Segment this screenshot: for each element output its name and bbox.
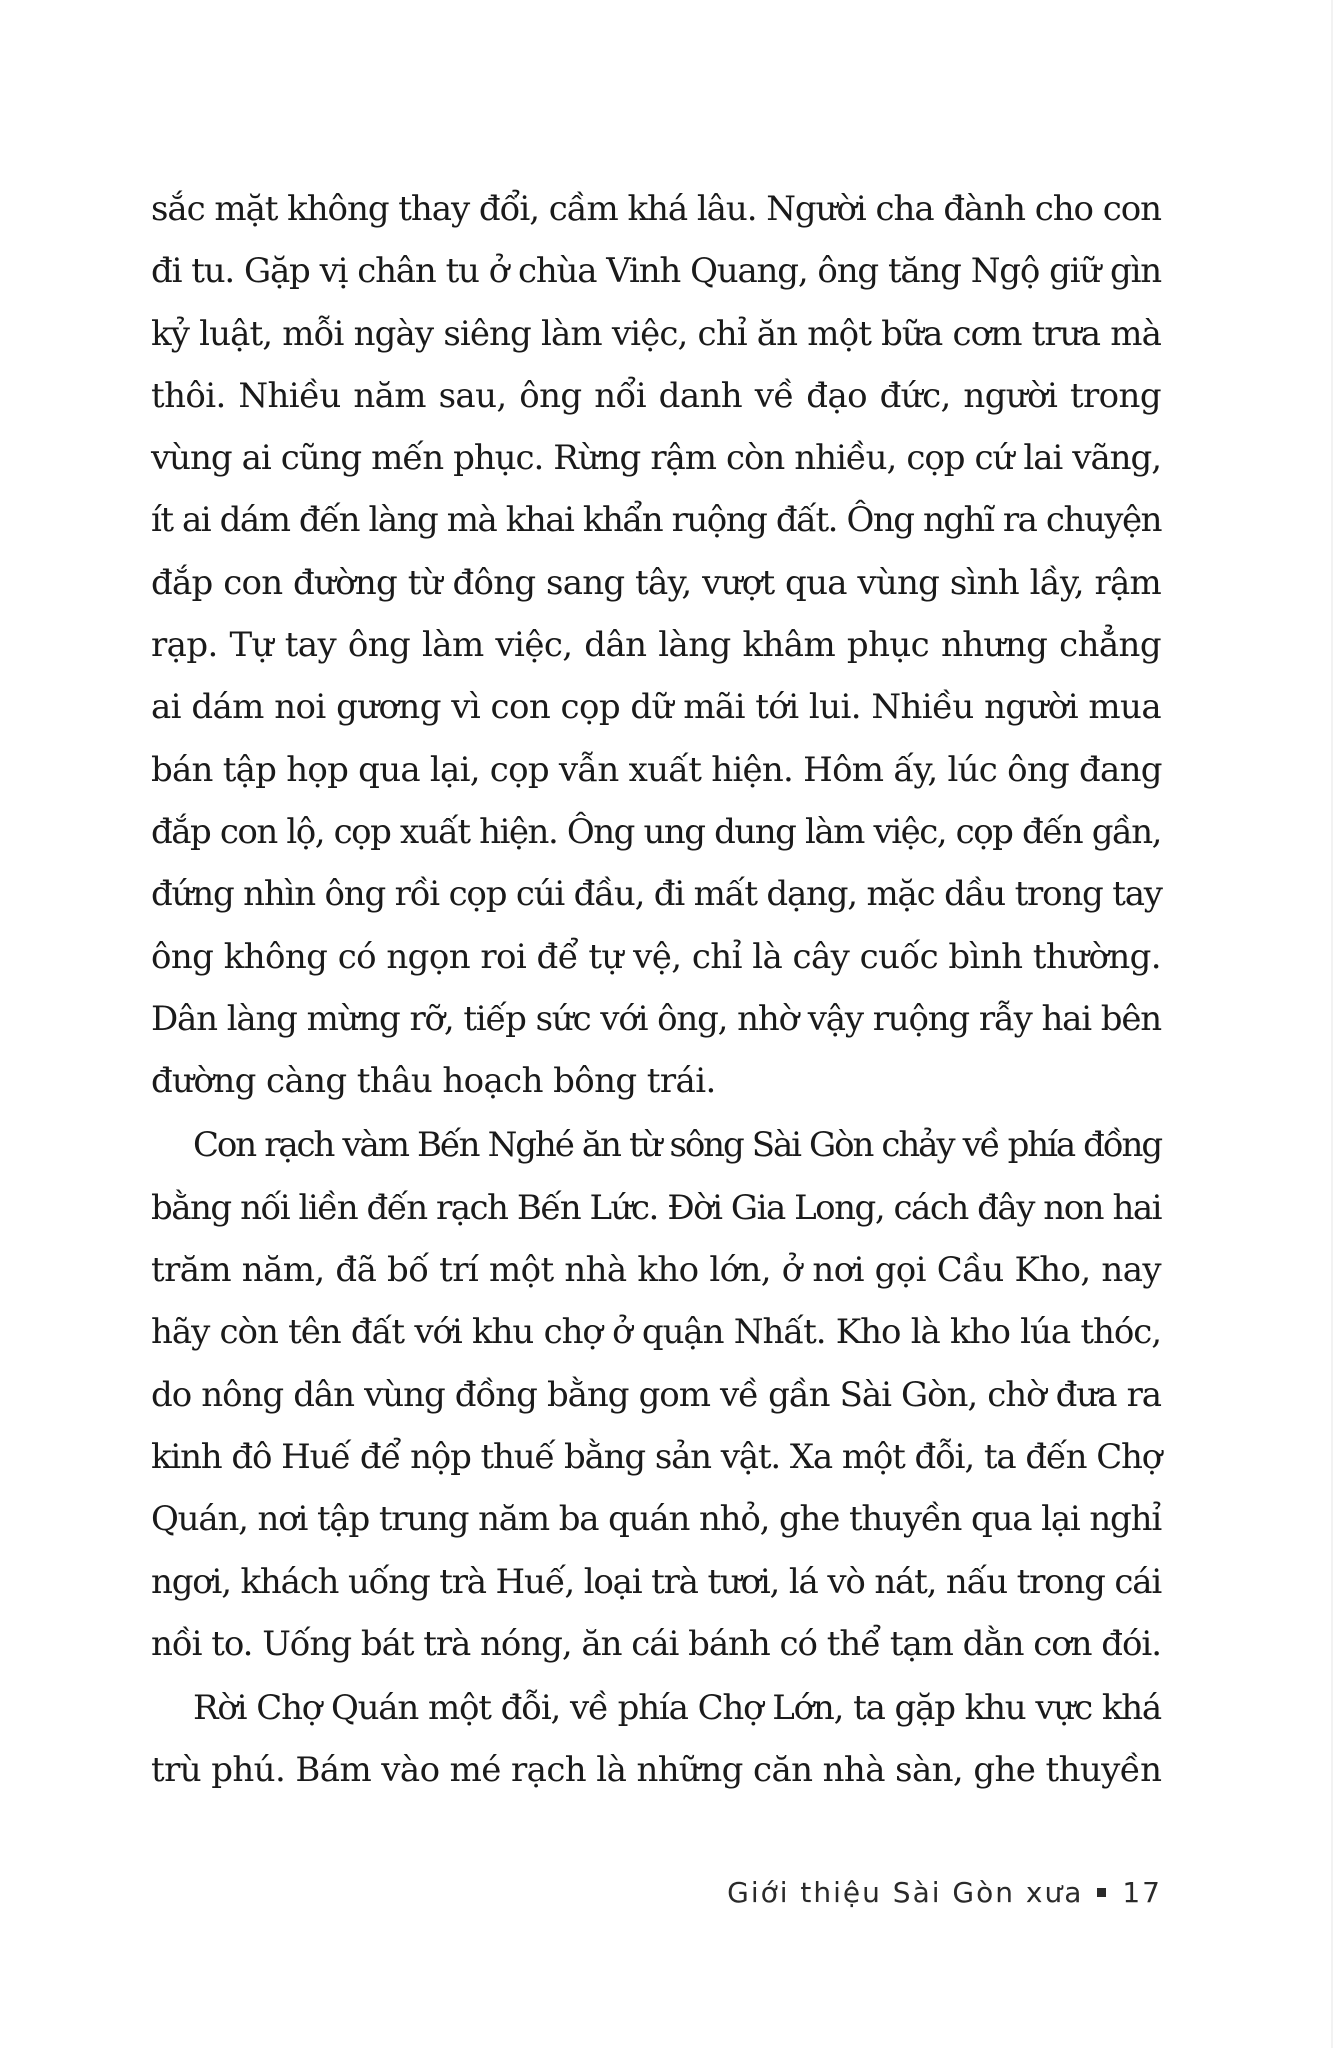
paragraph-3: [151, 1677, 1161, 1802]
paragraph-1: [151, 178, 1161, 1112]
text-line: ít ai dám đến làng mà khai khẩn ruộng đất. Ông nghĩ ra chuyện: [151, 500, 1161, 541]
text-line: Quán, nơi tập trung năm ba quán nhỏ, ghe thuyền qua lại nghỉ: [151, 1499, 1161, 1540]
text-line: ngơi, khách uống trà Huế, loại trà tươi, lá vò nát, nấu trong cái: [151, 1561, 1161, 1602]
text-line: thôi. Nhiều năm sau, ông nổi danh về đạo đức, người trong: [151, 375, 1161, 416]
square-bullet-icon: [1097, 1888, 1106, 1897]
text-line: Con rạch vàm Bến Nghé ăn từ sông Sài Gòn chảy về phía đồng: [193, 1125, 1161, 1166]
text-line: bằng nối liền đến rạch Bến Lức. Đời Gia Long, cách đây non hai: [151, 1187, 1161, 1228]
text-line: vùng ai cũng mến phục. Rừng rậm còn nhiều, cọp cứ lai vãng,: [151, 438, 1161, 479]
text-line: Dân làng mừng rỡ, tiếp sức với ông, nhờ vậy ruộng rẫy hai bên: [151, 998, 1161, 1039]
text-line: đắp con lộ, cọp xuất hiện. Ông ung dung làm việc, cọp đến gần,: [151, 811, 1161, 852]
text-line: kỷ luật, mỗi ngày siêng làm việc, chỉ ăn một bữa cơm trưa mà: [151, 313, 1161, 354]
text-line: hãy còn tên đất với khu chợ ở quận Nhất. Kho là kho lúa thóc,: [151, 1312, 1161, 1353]
text-line: ông không có ngọn roi để tự vệ, chỉ là cây cuốc bình thường.: [151, 936, 1161, 977]
text-line: do nông dân vùng đồng bằng gom về gần Sài Gòn, chờ đưa ra: [151, 1374, 1161, 1415]
text-line: trù phú. Bám vào mé rạch là những căn nhà sàn, ghe thuyền: [151, 1750, 1162, 1791]
text-line: đứng nhìn ông rồi cọp cúi đầu, đi mất dạng, mặc dầu trong tay: [151, 874, 1162, 915]
text-line: đi tu. Gặp vị chân tu ở chùa Vinh Quang, ông tăng Ngộ giữ gìn: [151, 251, 1161, 292]
text-line: sắc mặt không thay đổi, cầm khá lâu. Người cha đành cho con: [151, 189, 1161, 229]
text-line: ai dám noi gương vì con cọp dữ mãi tới lui. Nhiều người mua: [151, 687, 1161, 728]
text-line: bán tập họp qua lại, cọp vẫn xuất hiện. Hôm ấy, lúc ông đang: [151, 749, 1162, 790]
text-line: nồi to. Uống bát trà nóng, ăn cái bánh có thể tạm dằn cơn đói.: [151, 1623, 1161, 1664]
page-footer: [727, 1873, 1162, 1913]
page-number: 17: [1122, 1876, 1162, 1909]
text-line: đắp con đường từ đông sang tây, vượt qua vùng sình lầy, rậm: [151, 562, 1161, 603]
running-title: Giới thiệu Sài Gòn xưa: [727, 1876, 1084, 1909]
text-line: Rời Chợ Quán một đỗi, về phía Chợ Lớn, ta gặp khu vực khá: [193, 1688, 1161, 1729]
text-line: trăm năm, đã bố trí một nhà kho lớn, ở nơi gọi Cầu Kho, nay: [151, 1250, 1161, 1291]
text-line: đường càng thâu hoạch bông trái.: [151, 1061, 716, 1102]
text-line: rạp. Tự tay ông làm việc, dân làng khâm phục nhưng chẳng: [151, 625, 1161, 666]
body-text: [151, 178, 1161, 1802]
text-line: kinh đô Huế để nộp thuế bằng sản vật. Xa một đỗi, ta đến Chợ: [151, 1436, 1161, 1477]
paragraph-2: [151, 1114, 1161, 1675]
